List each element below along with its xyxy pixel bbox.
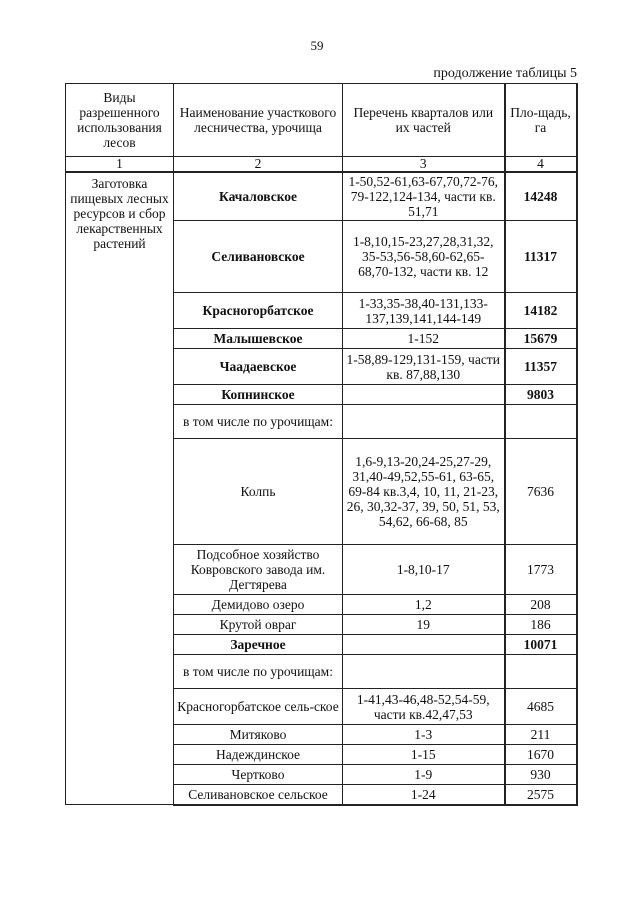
forestry-name-cell: в том числе по урочищам: xyxy=(174,405,343,439)
column-number: 2 xyxy=(174,157,343,173)
area-cell: 186 xyxy=(505,615,577,635)
quarters-cell: 1-58,89-129,131-159, части кв. 87,88,130 xyxy=(343,349,505,385)
forestry-name-cell: Демидово озеро xyxy=(174,595,343,615)
quarters-cell: 19 xyxy=(343,615,505,635)
quarters-cell: 1-8,10,15-23,27,28,31,32, 35-53,56-58,60-62,65-68,70-132, части кв. 12 xyxy=(343,221,505,293)
quarters-cell: 1,2 xyxy=(343,595,505,615)
forestry-name-cell: Колпь xyxy=(174,439,343,545)
quarters-cell: 1-152 xyxy=(343,329,505,349)
area-cell: 2575 xyxy=(505,785,577,805)
column-number: 1 xyxy=(66,157,174,173)
quarters-cell: 1-24 xyxy=(343,785,505,805)
forestry-name-cell: Красногорбатское сель-ское xyxy=(174,689,343,725)
area-cell: 10071 xyxy=(505,635,577,655)
quarters-cell xyxy=(343,635,505,655)
forestry-name-cell: Чаадаевское xyxy=(174,349,343,385)
header-area: Пло-щадь, га xyxy=(505,84,577,157)
column-number: 4 xyxy=(505,157,577,173)
column-number: 3 xyxy=(343,157,505,173)
area-cell: 7636 xyxy=(505,439,577,545)
table-continuation-label: продолжение таблицы 5 xyxy=(433,66,577,81)
forestry-name-cell: Малышевское xyxy=(174,329,343,349)
quarters-cell: 1-41,43-46,48-52,54-59, части кв.42,47,53 xyxy=(343,689,505,725)
quarters-cell: 1-50,52-61,63-67,70,72-76, 79-122,124-134, части кв. 51,71 xyxy=(343,172,505,221)
forestry-name-cell: Надеждинское xyxy=(174,745,343,765)
forestry-name-cell: Подсобное хозяйство Ковровского завода им. Дегтярева xyxy=(174,545,343,595)
area-cell: 14248 xyxy=(505,172,577,221)
forestry-name-cell: Чертково xyxy=(174,765,343,785)
area-cell: 15679 xyxy=(505,329,577,349)
quarters-cell xyxy=(343,655,505,689)
forestry-name-cell: Красногорбатское xyxy=(174,293,343,329)
header-usage-type: Виды разрешенного использования лесов xyxy=(66,84,174,157)
area-cell: 11317 xyxy=(505,221,577,293)
area-cell: 14182 xyxy=(505,293,577,329)
quarters-cell xyxy=(343,385,505,405)
table-header-row xyxy=(66,84,577,157)
area-cell: 4685 xyxy=(505,689,577,725)
forestry-name-cell: Крутой овраг xyxy=(174,615,343,635)
forestry-name-cell: Копнинское xyxy=(174,385,343,405)
quarters-cell: 1-8,10-17 xyxy=(343,545,505,595)
header-quarters-list: Перечень кварталов или их частей xyxy=(343,84,505,157)
quarters-cell: 1-9 xyxy=(343,765,505,785)
area-cell xyxy=(505,405,577,439)
table-row xyxy=(66,172,577,221)
area-cell: 1670 xyxy=(505,745,577,765)
quarters-cell: 1-33,35-38,40-131,133-137,139,141,144-149 xyxy=(343,293,505,329)
forestry-name-cell: Качаловское xyxy=(174,172,343,221)
quarters-cell xyxy=(343,405,505,439)
quarters-cell: 1-3 xyxy=(343,725,505,745)
forestry-name-cell: в том числе по урочищам: xyxy=(174,655,343,689)
area-cell: 9803 xyxy=(505,385,577,405)
quarters-cell: 1,6-9,13-20,24-25,27-29, 31,40-49,52,55-61, 63-65, 69-84 кв.3,4, 10, 11, 21-23, 26, 30,32-37, 39, 50, 51, 53, 54,62, 66-68, 85 xyxy=(343,439,505,545)
header-forestry-name: Наименование участкового лесничества, урочища xyxy=(174,84,343,157)
usage-type-cell: Заготовка пищевых лесных ресурсов и сбор лекарственных растений xyxy=(66,172,174,805)
area-cell: 1773 xyxy=(505,545,577,595)
area-cell: 211 xyxy=(505,725,577,745)
forest-use-table xyxy=(65,83,578,806)
page-number: 59 xyxy=(310,38,324,53)
forestry-name-cell: Селивановское сельское xyxy=(174,785,343,805)
area-cell: 208 xyxy=(505,595,577,615)
forestry-name-cell: Митяково xyxy=(174,725,343,745)
area-cell: 11357 xyxy=(505,349,577,385)
area-cell: 930 xyxy=(505,765,577,785)
quarters-cell: 1-15 xyxy=(343,745,505,765)
column-numbers-row xyxy=(66,157,577,173)
area-cell xyxy=(505,655,577,689)
forestry-name-cell: Заречное xyxy=(174,635,343,655)
forestry-name-cell: Селивановское xyxy=(174,221,343,293)
